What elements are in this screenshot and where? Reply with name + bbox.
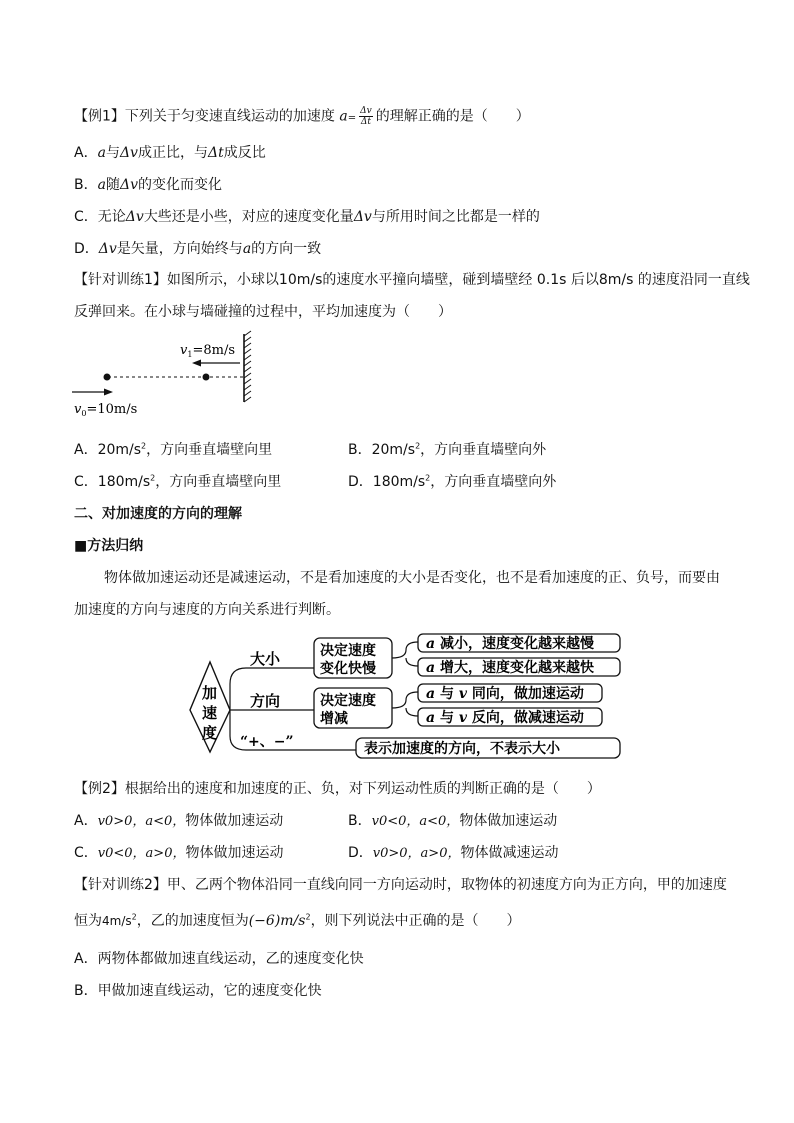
example-1-option-c[interactable]: C．无论Δv大些还是小些，对应的速度变化量Δv与所用时间之比都是一样的 — [74, 209, 540, 225]
example-2-option-b[interactable]: B．v0<0，a<0，物体做加速运动 — [348, 813, 558, 829]
training-2-line-2: 恒为$4m/s^2$，乙的加速度恒为$(-6)m/s^2$，则下列说法中正确的是（ ） — [74, 912, 521, 929]
v1-arrowhead — [192, 360, 201, 367]
example-2-option-d[interactable]: D．v0>0，a>0，物体做减速运动 — [348, 845, 559, 861]
example-1-tag: 【例1】 — [74, 108, 125, 125]
svg-text:决定速度: 决定速度 — [320, 643, 376, 659]
method-paragraph-line-2: 加速度的方向与速度的方向关系进行判断。 — [74, 602, 340, 618]
training-2-option-b[interactable]: B．甲做加速直线运动，它的速度变化快 — [74, 983, 322, 999]
training-1-option-b[interactable]: B．$20m/s^2$，方向垂直墙壁向外 — [348, 441, 547, 458]
svg-text:a 与 v 同向，做加速运动: a 与 v 同向，做加速运动 — [426, 686, 584, 702]
training-1-option-d[interactable]: D．$180m/s^2$，方向垂直墙壁向外 — [348, 473, 557, 490]
section-2-title: 二、对加速度的方向的理解 — [74, 506, 242, 522]
training-2-tag: 【针对训练2】 — [74, 877, 167, 893]
acceleration-mind-map — [184, 632, 624, 764]
method-summary-title: ■方法归纳 — [74, 538, 144, 554]
example-2-tag: 【例2】 — [74, 781, 125, 797]
training-1-tag: 【针对训练1】 — [74, 272, 167, 288]
example-1-stem: 【例1】下列关于匀变速直线运动的加速度 a= $\frac{\Delta v}{\Delta t}$ 的理解正确的是（ ） — [74, 106, 530, 127]
branch-size-label: 大小 — [250, 650, 281, 668]
svg-text:a 增大，速度变化越来越快: a 增大，速度变化越来越快 — [426, 660, 594, 676]
training-2-option-a[interactable]: A．两物体都做加速直线运动，乙的速度变化快 — [74, 951, 364, 967]
method-paragraph-line-1: 物体做加速运动还是减速运动，不是看加速度的大小是否变化，也不是看加速度的正、负号，而要由 — [104, 570, 720, 586]
brace-direction — [392, 692, 418, 716]
svg-text:a 减小，速度变化越来越慢: a 减小，速度变化越来越慢 — [426, 636, 594, 652]
example-2-option-c[interactable]: C．v0<0，a>0，物体做加速运动 — [74, 845, 284, 861]
training-1-line-1: 【针对训练1】如图所示，小球以10m/s的速度水平撞向墙壁，碰到墙壁经 0.1s 后以8m/s 的速度沿同一直线 — [74, 272, 750, 288]
example-1-option-d[interactable]: D．Δv是矢量，方向始终与a的方向一致 — [74, 241, 322, 257]
svg-text:加: 加 — [202, 684, 218, 702]
svg-text:变化快慢: 变化快慢 — [320, 661, 376, 677]
training-1-option-c[interactable]: C．$180m/s^2$，方向垂直墙壁向里 — [74, 473, 282, 490]
brace-size — [392, 642, 418, 666]
example-2-option-a[interactable]: A．v0>0，a<0，物体做加速运动 — [74, 813, 284, 829]
ball-wall-figure — [68, 330, 268, 420]
example-2-stem: 【例2】根据给出的速度和加速度的正、负，对下列运动性质的判断正确的是（ ） — [74, 781, 601, 797]
svg-text:度: 度 — [202, 724, 218, 742]
svg-text:速: 速 — [202, 704, 218, 722]
ball-rebound — [203, 374, 210, 381]
branch-sign-label: “+、−” — [240, 734, 294, 750]
v0-arrowhead — [104, 389, 113, 396]
training-2-line-1: 【针对训练2】甲、乙两个物体沿同一直线向同一方向运动时，取物体的初速度方向为正方向，甲的加速度 — [74, 877, 727, 893]
training-1-option-a[interactable]: A．$20m/s^2$，方向垂直墙壁向里 — [74, 441, 273, 458]
svg-text:v0=10m/s: $v_0=10m/s$ — [74, 402, 138, 418]
svg-text:a 与 v 反向，做减速运动: a 与 v 反向，做减速运动 — [426, 710, 584, 726]
training-1-line-2: 反弹回来。在小球与墙碰撞的过程中，平均加速度为（ ） — [74, 304, 452, 320]
svg-text:增减: 增减 — [320, 711, 348, 727]
svg-text:v1=8m/s: $v_1=8m/s$ — [180, 343, 235, 359]
branch-direction-label: 方向 — [250, 692, 281, 710]
wall-hatching — [244, 331, 251, 402]
example-1-option-a[interactable]: A．a与Δv成正比，与Δt成反比 — [74, 145, 266, 161]
formula-a: a — [339, 108, 348, 125]
ball-initial — [104, 374, 111, 381]
svg-text:决定速度: 决定速度 — [320, 693, 376, 709]
acceleration-formula-fraction: $\frac{\Delta v}{\Delta t}$ — [360, 106, 372, 127]
example-1-option-b[interactable]: B．a随Δv的变化而变化 — [74, 177, 222, 193]
svg-text:表示加速度的方向，不表示大小: 表示加速度的方向，不表示大小 — [364, 741, 560, 757]
